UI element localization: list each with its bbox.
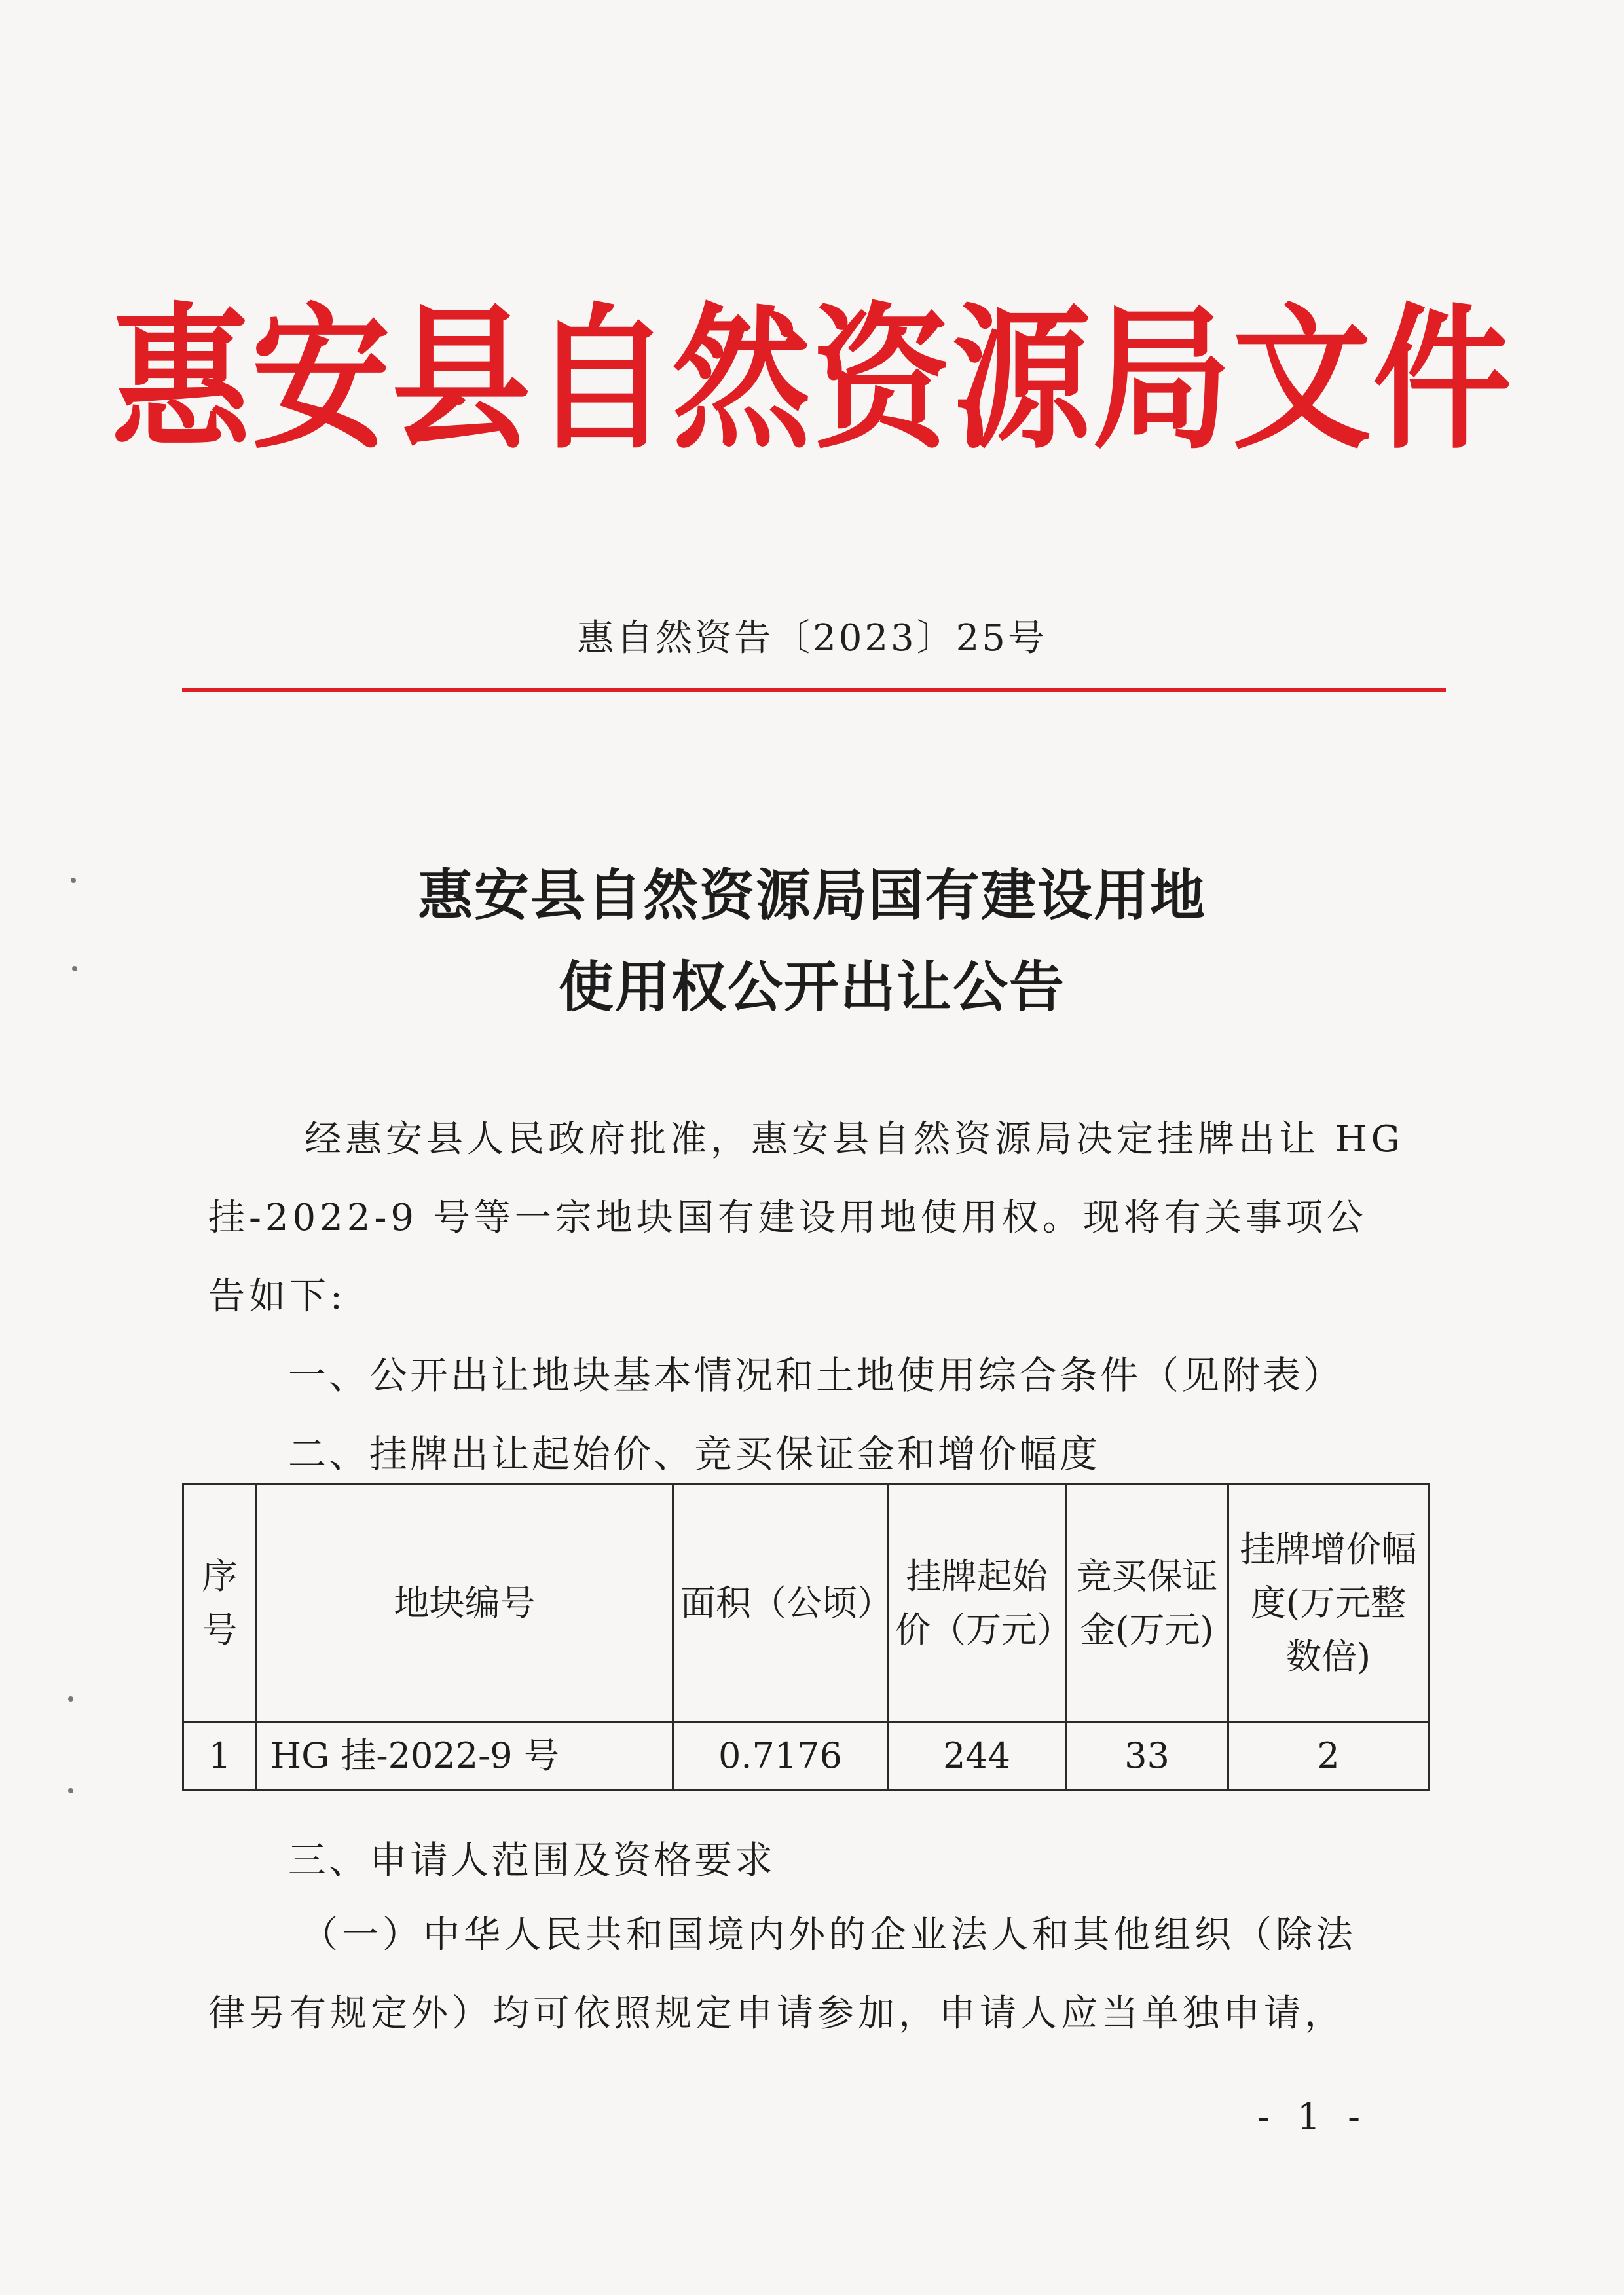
header-increment: 挂牌增价幅度(万元整数倍) xyxy=(1228,1485,1429,1722)
binding-hole-mark xyxy=(68,1696,73,1702)
intro-paragraph-line-3: 告如下: xyxy=(208,1275,346,1318)
cell-area: 0.7176 xyxy=(673,1722,888,1791)
page-number: - 1 - xyxy=(1257,2096,1369,2138)
document-number: 惠自然资告〔2023〕25号 xyxy=(577,617,1047,660)
intro-paragraph-line-1: 经惠安县人民政府批准，惠安县自然资源局决定挂牌出让 HG xyxy=(304,1118,1405,1161)
section-2-heading: 二、挂牌出让起始价、竞买保证金和增价幅度 xyxy=(288,1432,1101,1476)
table-header-row xyxy=(183,1485,1429,1722)
binding-hole-mark xyxy=(72,966,77,971)
section-3-paragraph-line-1: （一）中华人民共和国境内外的企业法人和其他组织（除法 xyxy=(301,1914,1357,1956)
section-1-heading: 一、公开出让地块基本情况和土地使用综合条件（见附表） xyxy=(288,1353,1344,1398)
intro-paragraph-line-2: 挂-2022-9 号等一宗地块国有建设用地使用权。现将有关事项公 xyxy=(208,1197,1367,1239)
binding-hole-mark xyxy=(68,1788,73,1793)
table-row xyxy=(183,1722,1429,1791)
notice-title-line-2: 使用权公开出让公告 xyxy=(558,955,1065,1019)
notice-title-line-1: 惠安县自然资源局国有建设用地 xyxy=(417,863,1206,927)
org-header-title: 惠安县自然资源局文件 xyxy=(111,289,1513,470)
red-divider xyxy=(182,688,1446,692)
section-3-heading: 三、申请人范围及资格要求 xyxy=(288,1838,776,1882)
cell-serial: 1 xyxy=(183,1722,257,1791)
header-deposit: 竞买保证金(万元) xyxy=(1066,1485,1228,1722)
header-serial: 序号 xyxy=(183,1485,257,1722)
cell-start-price: 244 xyxy=(888,1722,1066,1791)
header-area: 面积（公顷） xyxy=(673,1485,888,1722)
header-parcel-id: 地块编号 xyxy=(257,1485,673,1722)
cell-deposit: 33 xyxy=(1066,1722,1228,1791)
cell-increment: 2 xyxy=(1228,1722,1429,1791)
parcel-price-table xyxy=(182,1483,1430,1791)
cell-parcel-id: HG 挂-2022-9 号 xyxy=(257,1722,673,1791)
header-start-price: 挂牌起始价（万元） xyxy=(888,1485,1066,1722)
binding-hole-mark xyxy=(71,878,76,883)
section-3-paragraph-line-2: 律另有规定外）均可依照规定申请参加，申请人应当单独申请， xyxy=(208,1992,1345,2035)
